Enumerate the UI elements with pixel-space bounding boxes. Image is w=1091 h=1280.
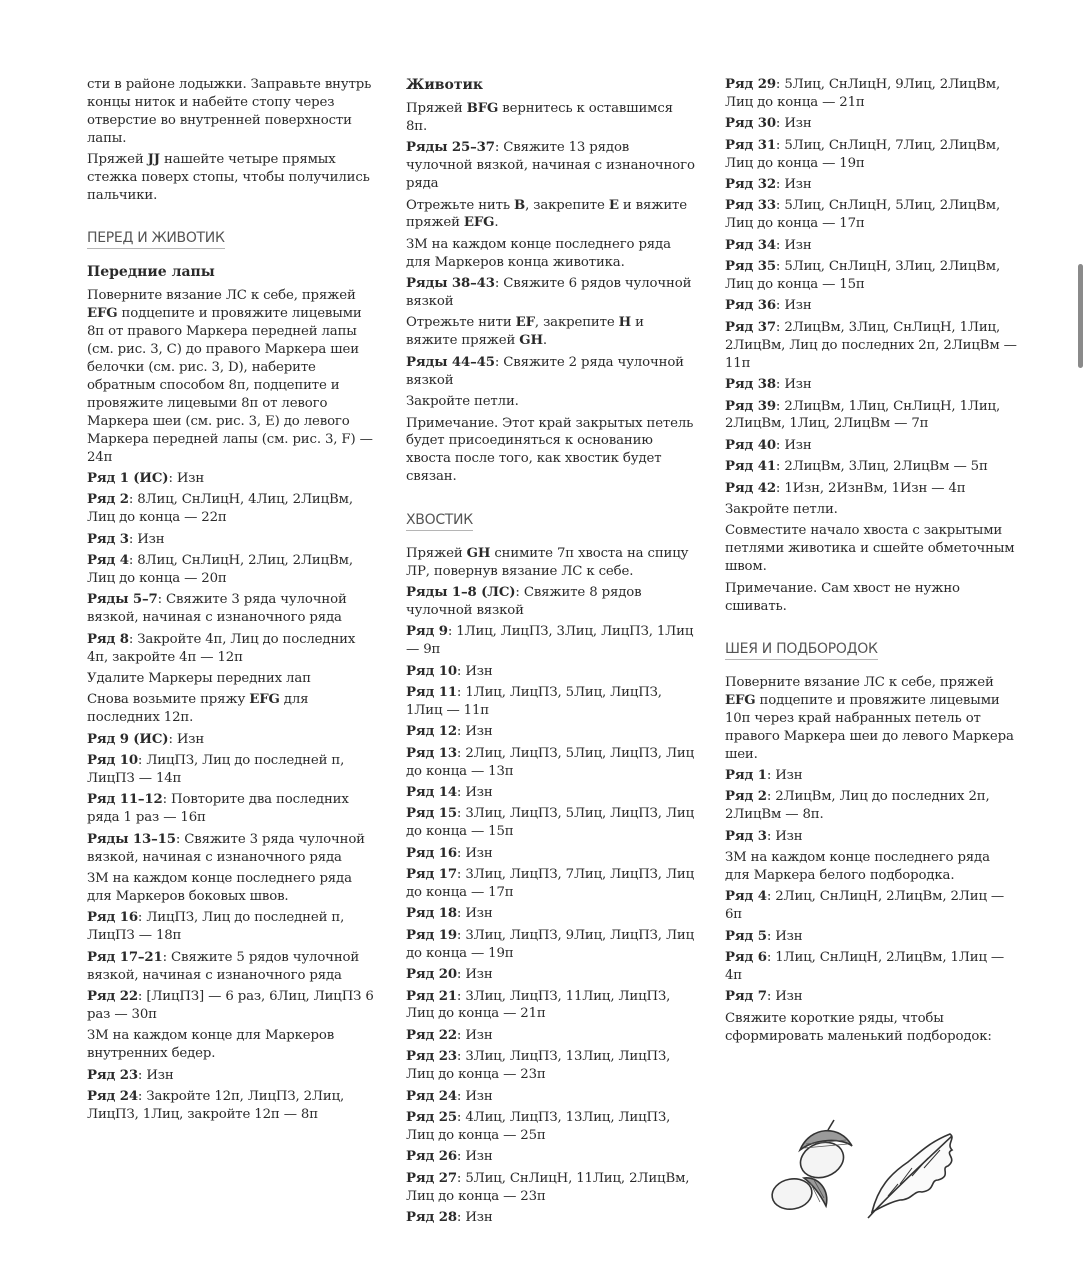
bold-label: B <box>514 197 526 213</box>
instruction-paragraph <box>725 1010 1017 1046</box>
instruction-paragraph <box>725 258 1017 294</box>
instruction-paragraph <box>406 1088 698 1106</box>
instruction-paragraph <box>725 176 1017 194</box>
text-run: : Изн <box>775 377 812 393</box>
ornament <box>760 1108 1000 1220</box>
bold-label: Ряд 25 <box>406 1110 457 1125</box>
instruction-paragraph <box>406 354 698 390</box>
text-run: : Закройте 12п, ЛицПЗ, 2Лиц, ЛицПЗ, 1Лиц, закройте 12п — 8п <box>87 1089 345 1122</box>
bold-label: Ряд 24 <box>406 1088 457 1104</box>
bold-label: Ряд 41 <box>725 459 776 475</box>
instruction-paragraph <box>406 314 698 350</box>
text-run: вернитесь к оставшимся 8п. <box>406 101 673 134</box>
text-run: : Изн <box>168 731 205 747</box>
text-run: Пряжей <box>87 152 148 168</box>
bold-label: Ряд 1 (ИС) <box>87 470 169 486</box>
section-heading: ШЕЯ И ПОДБОРОДОК <box>725 641 878 660</box>
text-run: : Изн <box>137 1067 174 1083</box>
instruction-paragraph <box>87 531 377 549</box>
instruction-paragraph <box>406 905 698 923</box>
instruction-paragraph <box>87 491 377 527</box>
instruction-paragraph <box>406 663 698 681</box>
bold-label: Ряд 16 <box>406 845 457 861</box>
instruction-paragraph <box>406 966 698 984</box>
column-3 <box>725 76 1017 1049</box>
text-run: , закрепите <box>525 197 609 213</box>
bold-label: Ряд 19 <box>406 927 457 943</box>
text-run: : Изн <box>456 1027 493 1043</box>
bold-label: Ряд 6 <box>725 950 767 966</box>
text-run: Закройте петли. <box>725 502 838 518</box>
bold-label: Ряд 8 <box>87 631 129 647</box>
instruction-paragraph <box>406 745 698 781</box>
instruction-paragraph <box>725 849 1017 885</box>
text-run: : 4Лиц, ЛицПЗ, 13Лиц, ЛицПЗ, Лиц до конца — 25п <box>406 1110 671 1143</box>
bold-label: Ряд 22 <box>87 988 138 1004</box>
instruction-paragraph <box>87 552 377 588</box>
text-run: : Свяжите 5 рядов чулочной вязкой, начиная с изнаночного ряда <box>87 949 360 983</box>
bold-label: Ряд 35 <box>725 259 776 275</box>
bold-label: Ряды 13–15 <box>87 831 176 847</box>
text-run: подцепите и провяжите лицевыми 10п через край набранных петель от правого Маркера шеи до левого Маркера шеи. <box>725 692 1014 762</box>
text-run: : 5Лиц, СнЛицН, 7Лиц, 2ЛицВм, Лиц до конца — 19п <box>725 137 1001 171</box>
text-run: : 5Лиц, СнЛицН, 11Лиц, 2ЛицВм, Лиц до конца — 23п <box>406 1170 690 1204</box>
text-run: : 3Лиц, ЛицПЗ, 11Лиц, ЛицПЗ, Лиц до конца — 21п <box>406 988 671 1022</box>
instruction-paragraph <box>725 398 1017 434</box>
bold-label: EFG <box>463 215 495 231</box>
text-run: : Свяжите 8 рядов чулочной вязкой <box>406 584 642 618</box>
bold-label: H <box>618 315 632 331</box>
instruction-paragraph <box>406 623 698 659</box>
instruction-paragraph <box>725 767 1017 785</box>
instruction-paragraph <box>406 845 698 863</box>
instruction-paragraph <box>87 731 377 749</box>
section-heading: ПЕРЕД И ЖИВОТИК <box>87 230 225 249</box>
instruction-paragraph <box>406 236 698 272</box>
text-run: : Изн <box>766 928 803 944</box>
bold-label: EFG <box>87 306 118 322</box>
instruction-paragraph <box>87 76 377 148</box>
instruction-paragraph <box>87 791 377 827</box>
text-run: : Изн <box>168 470 205 486</box>
text-run: : 1Лиц, ЛицПЗ, 3Лиц, ЛицПЗ, 1Лиц — 9п <box>406 624 694 658</box>
instruction-paragraph <box>406 393 698 411</box>
bold-label: GH <box>519 333 543 349</box>
text-run: : Свяжите 3 ряда чулочной вязкой, начиная с изнаночного ряда <box>87 831 365 865</box>
text-run: и вяжите пряжей <box>406 197 687 231</box>
text-run: : 8Лиц, СнЛицН, 2Лиц, 2ЛицВм, Лиц до конца — 20п <box>87 553 353 586</box>
bold-label: Ряд 10 <box>406 663 457 679</box>
instruction-paragraph <box>725 297 1017 315</box>
instruction-paragraph <box>725 137 1017 173</box>
instruction-paragraph <box>406 1148 698 1166</box>
instruction-paragraph <box>725 949 1017 985</box>
instruction-paragraph <box>725 376 1017 394</box>
bold-label: Ряд 11–12 <box>87 792 163 808</box>
bold-label: Ряд 39 <box>725 398 776 414</box>
bold-label: Ряд 28 <box>406 1210 457 1226</box>
bold-label: Ряды 25–37 <box>406 140 495 156</box>
instruction-paragraph <box>725 237 1017 255</box>
bold-label: Ряд 2 <box>725 789 767 805</box>
text-run: : Повторите два последних ряда 1 раз — 16п <box>87 792 349 826</box>
text-run: : Изн <box>456 785 493 800</box>
text-run: и вяжите пряжей <box>406 315 644 349</box>
oak-leaf-icon <box>868 1134 952 1218</box>
text-run: : Свяжите 6 рядов чулочной вязкой <box>406 276 692 310</box>
bold-label: Ряд 33 <box>725 198 776 214</box>
bold-label: EF <box>515 315 535 331</box>
text-run: : 2ЛицВм, 3Лиц, 2ЛицВм — 5п <box>775 459 988 475</box>
instruction-paragraph <box>406 784 698 802</box>
instruction-paragraph <box>725 115 1017 133</box>
text-run: : Изн <box>775 177 812 193</box>
text-run: : 2Лиц, СнЛицН, 2ЛицВм, 2Лиц — 6п <box>725 889 1005 923</box>
text-run: : Изн <box>775 237 812 253</box>
instruction-paragraph <box>725 458 1017 476</box>
bold-label: Ряд 13 <box>406 745 457 761</box>
instruction-paragraph <box>725 522 1017 576</box>
instruction-paragraph <box>87 1067 377 1085</box>
instruction-paragraph <box>725 501 1017 519</box>
text-run: ЗМ на каждом конце последнего ряда для Маркера белого подбородка. <box>725 850 990 884</box>
bold-label: Ряд 17–21 <box>87 949 163 965</box>
bold-label: Ряд 5 <box>725 928 767 944</box>
text-run: ЗМ на каждом конце последнего ряда для Маркеров конца животика. <box>406 236 671 270</box>
text-run: ЗМ на каждом конце для Маркеров внутренних бедер. <box>87 1028 335 1062</box>
text-run: нашейте четыре прямых стежка поверх стопы, чтобы получились пальчики. <box>87 152 370 203</box>
bold-label: Ряд 12 <box>406 724 457 740</box>
text-run: : 5Лиц, СнЛицН, 3Лиц, 2ЛицВм, Лиц до конца — 15п <box>725 259 1001 293</box>
bold-label: Ряд 40 <box>725 437 776 453</box>
bold-label: Ряд 21 <box>406 988 457 1004</box>
instruction-paragraph <box>406 1209 698 1227</box>
bold-label: Ряд 3 <box>87 531 129 547</box>
text-run: для последних 12п. <box>87 692 309 726</box>
text-run: : Изн <box>128 531 165 547</box>
instruction-paragraph <box>725 197 1017 233</box>
text-run: : 5Лиц, СнЛицН, 9Лиц, 2ЛицВм, Лиц до конца — 21п <box>725 77 1001 110</box>
text-run: Снова возьмите пряжу <box>87 692 250 708</box>
bold-label: Ряд 23 <box>87 1067 138 1083</box>
bold-label: Ряд 34 <box>725 237 776 253</box>
acorn-icon <box>770 1176 827 1212</box>
bold-label: E <box>608 197 619 213</box>
bold-label: Ряды 44–45 <box>406 354 495 370</box>
text-run: Примечание. Этот край закрытых петель будет присоединяться к основанию хвоста после того, как хвостик будет связан. <box>406 415 694 485</box>
text-run: Пряжей <box>406 545 467 561</box>
text-run: : 2ЛицВм, Лиц до последних 2п, 2ЛицВм — 8п. <box>725 789 990 823</box>
instruction-paragraph <box>87 1088 377 1124</box>
acorn-icon <box>796 1120 852 1183</box>
instruction-paragraph <box>87 988 377 1024</box>
text-run: Отрежьте нити <box>406 315 516 331</box>
bold-label: Ряд 42 <box>725 480 776 496</box>
bold-label: Ряд 29 <box>725 77 776 92</box>
text-run: : ЛицПЗ, Лиц до последней п, ЛицПЗ — 18п <box>87 910 345 944</box>
column-1 <box>87 76 377 1127</box>
bold-label: Ряд 38 <box>725 377 776 393</box>
text-run: : 2ЛицВм, 3Лиц, СнЛицН, 1Лиц, 2ЛицВм, Лиц до последних 2п, 2ЛицВм — 11п <box>725 319 1017 371</box>
instruction-paragraph <box>406 805 698 841</box>
instruction-paragraph <box>87 287 377 466</box>
text-run: : [ЛицПЗ] — 6 раз, 6Лиц, ЛицПЗ 6 раз — 30п <box>87 988 374 1022</box>
text-run: : Изн <box>766 989 803 1005</box>
text-run: Поверните вязание ЛС к себе, пряжей <box>87 288 356 304</box>
bold-label: Ряд 14 <box>406 785 457 800</box>
instruction-paragraph <box>87 949 377 985</box>
subsection-title: Передние лапы <box>87 264 215 281</box>
instruction-paragraph <box>725 988 1017 1006</box>
instruction-paragraph <box>87 752 377 788</box>
instruction-paragraph <box>87 470 377 488</box>
bold-label: Ряд 16 <box>87 910 138 926</box>
bold-label: Ряд 9 <box>406 624 448 640</box>
bold-label: Ряд 37 <box>725 319 776 335</box>
instruction-paragraph <box>406 275 698 311</box>
bold-label: Ряд 26 <box>406 1149 457 1165</box>
instruction-paragraph <box>725 888 1017 924</box>
instruction-paragraph <box>725 828 1017 846</box>
text-run: : Изн <box>456 663 493 679</box>
bold-label: Ряд 36 <box>725 298 776 314</box>
instruction-paragraph <box>406 723 698 741</box>
instruction-paragraph <box>725 928 1017 946</box>
instruction-paragraph <box>725 674 1017 764</box>
text-run: Примечание. Сам хвост не нужно сшивать. <box>725 580 960 614</box>
text-run: : Изн <box>775 437 812 453</box>
text-run: : Изн <box>456 1149 493 1165</box>
instruction-paragraph <box>725 788 1017 824</box>
bold-label: Ряд 24 <box>87 1089 138 1104</box>
text-run: Поверните вязание ЛС к себе, пряжей <box>725 674 994 690</box>
bold-label: Ряд 27 <box>406 1170 457 1186</box>
bold-label: Ряд 10 <box>87 753 138 769</box>
instruction-paragraph <box>725 580 1017 616</box>
text-run: : ЛицПЗ, Лиц до последней п, ЛицПЗ — 14п <box>87 753 345 786</box>
text-run: : 8Лиц, СнЛицН, 4Лиц, 2ЛицВм, Лиц до конца — 22п <box>87 492 353 526</box>
text-run: ЗМ на каждом конце последнего ряда для Маркеров боковых швов. <box>87 871 352 904</box>
instruction-paragraph <box>87 831 377 867</box>
bold-label: Ряды 38–43 <box>406 276 495 292</box>
text-run: снимите 7п хвоста на спицу ЛР, повернув вязание ЛС к себе. <box>406 545 689 579</box>
text-run: : 2ЛицВм, 1Лиц, СнЛицН, 1Лиц, 2ЛицВм, 1Лиц, 2ЛицВм — 7п <box>725 398 1001 432</box>
bold-label: Ряд 7 <box>725 989 767 1005</box>
instruction-paragraph <box>406 866 698 902</box>
text-run: : Изн <box>456 906 493 922</box>
text-run: Совместите начало хвоста с закрытыми петлями животика и сшейте обметочным швом. <box>725 523 1015 575</box>
text-run: Закройте петли. <box>406 394 519 410</box>
text-run: . <box>542 333 547 349</box>
bold-label: Ряд 30 <box>725 116 776 132</box>
text-run: : 3Лиц, ЛицПЗ, 13Лиц, ЛицПЗ, Лиц до конца — 23п <box>406 1049 671 1083</box>
bold-label: Ряд 2 <box>87 492 129 508</box>
instruction-paragraph <box>725 76 1017 112</box>
text-run: : 3Лиц, ЛицПЗ, 9Лиц, ЛицПЗ, Лиц до конца — 19п <box>406 927 695 961</box>
instruction-paragraph <box>406 1170 698 1206</box>
text-run: : 5Лиц, СнЛицН, 5Лиц, 2ЛицВм, Лиц до конца — 17п <box>725 198 1001 232</box>
instruction-paragraph <box>406 1109 698 1145</box>
bold-label: Ряд 31 <box>725 137 776 153</box>
bold-label: Ряд 32 <box>725 177 776 193</box>
bold-label: Ряд 22 <box>406 1027 457 1043</box>
instruction-paragraph <box>406 197 698 233</box>
text-run: : 3Лиц, ЛицПЗ, 7Лиц, ЛицПЗ, Лиц до конца — 17п <box>406 867 695 901</box>
text-run: : Свяжите 3 ряда чулочной вязкой, начиная с изнаночного ряда <box>87 592 347 626</box>
instruction-paragraph <box>406 1027 698 1045</box>
instruction-paragraph <box>87 691 377 727</box>
text-run: , закрепите <box>534 315 619 331</box>
instruction-paragraph <box>725 319 1017 373</box>
bold-label: Ряд 15 <box>406 806 457 822</box>
text-run: : Изн <box>456 845 493 861</box>
instruction-paragraph <box>406 100 698 136</box>
text-run: : Изн <box>775 298 812 314</box>
text-run: сти в районе лодыжки. Заправьте внутрь концы ниток и набейте стопу через отверстие во внутренней поверхности лапы. <box>87 77 372 146</box>
instruction-paragraph <box>406 545 698 581</box>
instruction-paragraph <box>406 988 698 1024</box>
bold-label: EFG <box>725 692 756 708</box>
instruction-paragraph <box>406 415 698 487</box>
text-run: подцепите и провяжите лицевыми 8п от правого Маркера передней лапы (см. рис. 3, C) до правого Маркера шеи белочки (см. рис. 3, D), наберите обратным способом 8п, подцепите и провяжите лицевыми 8п от левого Маркера шеи (см. рис. 3, E) до левого Маркера передней лапы (см. рис. 3, F) — 24п <box>87 306 373 465</box>
text-run: : 1Изн, 2ИзнВм, 1Изн — 4п <box>775 480 966 496</box>
text-run: Свяжите короткие ряды, чтобы сформировать маленький подбородок: <box>725 1010 992 1044</box>
instruction-paragraph <box>87 1027 377 1063</box>
bold-label: JJ <box>147 152 160 168</box>
section-heading: ХВОСТИК <box>406 512 473 531</box>
text-run: : Свяжите 2 ряда чулочной вязкой <box>406 354 684 388</box>
instruction-paragraph <box>406 139 698 193</box>
text-run: : Изн <box>775 116 812 132</box>
text-run: Пряжей <box>406 101 467 116</box>
text-run: : Изн <box>766 828 803 844</box>
text-run: : Изн <box>456 967 493 983</box>
text-run: : Изн <box>456 1210 493 1226</box>
instruction-paragraph <box>87 631 377 667</box>
text-run: : 1Лиц, ЛицПЗ, 5Лиц, ЛицПЗ, 1Лиц — 11п <box>406 684 662 718</box>
text-run: : Закройте 4п, Лиц до последних 4п, закройте 4п — 12п <box>87 631 356 665</box>
column-2 <box>406 76 698 1230</box>
bold-label: Ряд 4 <box>87 553 129 569</box>
bold-label: Ряд 1 <box>725 768 767 783</box>
subsection-title: Животик <box>406 77 483 93</box>
text-run: Отрежьте нить <box>406 197 515 213</box>
text-run: : Изн <box>456 1088 493 1104</box>
bold-label: Ряд 17 <box>406 867 457 883</box>
text-run: : 3Лиц, ЛицПЗ, 5Лиц, ЛицПЗ, Лиц до конца — 15п <box>406 806 695 840</box>
bold-label: Ряды 1–8 (ЛС) <box>406 584 516 600</box>
text-run: : Свяжите 13 рядов чулочной вязкой, начиная с изнаночного ряда <box>406 140 695 192</box>
instruction-paragraph <box>406 927 698 963</box>
bold-label: Ряд 9 (ИС) <box>87 731 169 747</box>
text-run: . <box>494 215 499 231</box>
text-run: : 1Лиц, СнЛицН, 2ЛицВм, 1Лиц — 4п <box>725 950 1005 984</box>
bold-label: Ряд 18 <box>406 906 457 922</box>
bold-label: Ряд 11 <box>406 684 457 700</box>
bold-label: Ряд 4 <box>725 889 767 905</box>
scrollbar-thumb[interactable] <box>1078 264 1083 368</box>
instruction-paragraph <box>406 1048 698 1084</box>
text-run: Удалите Маркеры передних лап <box>87 670 311 686</box>
text-run: : 2Лиц, ЛицПЗ, 5Лиц, ЛицПЗ, Лиц до конца — 13п <box>406 745 695 779</box>
bold-label: GH <box>466 545 491 561</box>
instruction-paragraph <box>87 870 377 906</box>
instruction-paragraph <box>87 151 377 205</box>
instruction-paragraph <box>87 591 377 627</box>
instruction-paragraph <box>87 670 377 688</box>
instruction-paragraph <box>725 437 1017 455</box>
instruction-paragraph <box>725 480 1017 498</box>
text-run: : Изн <box>456 724 493 740</box>
instruction-paragraph <box>406 684 698 720</box>
instruction-paragraph <box>406 584 698 620</box>
text-run: : Изн <box>766 768 803 783</box>
bold-label: EFG <box>249 692 280 708</box>
bold-label: Ряд 3 <box>725 828 767 844</box>
bold-label: BFG <box>466 101 499 116</box>
bold-label: Ряд 20 <box>406 967 457 983</box>
instruction-paragraph <box>87 909 377 945</box>
bold-label: Ряды 5–7 <box>87 592 158 608</box>
bold-label: Ряд 23 <box>406 1049 457 1065</box>
